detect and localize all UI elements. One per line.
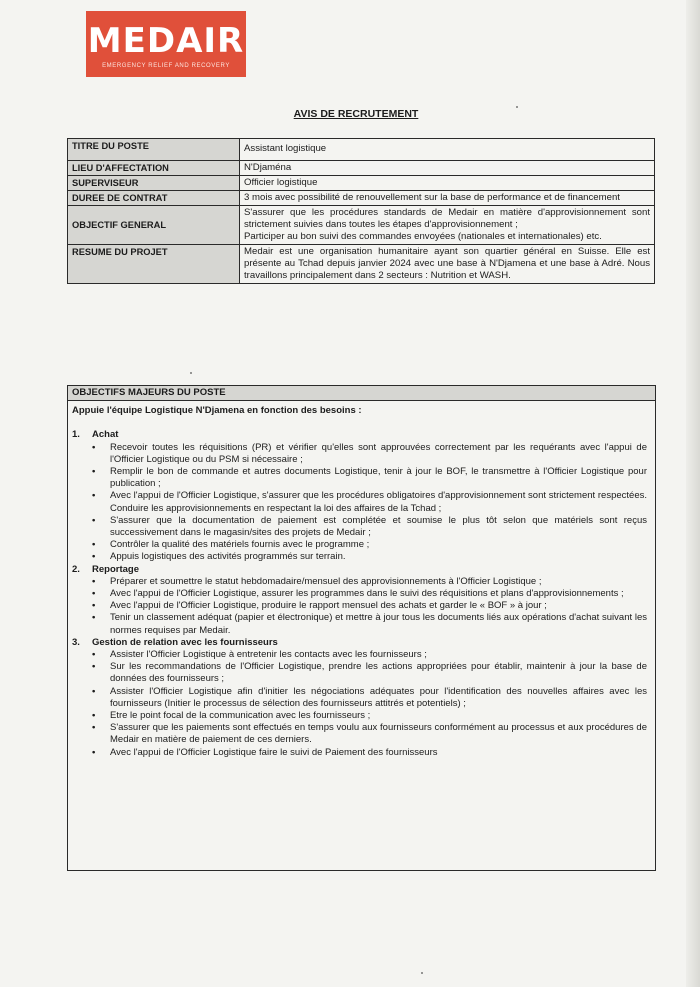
objectives-intro: Appuie l'équipe Logistique N'Djamena en fonction des besoins : [72,405,362,417]
list-item: • Sur les recommandations de l'Officier Logistique, prendre les actions appropriées pour établir, maintenir à jour la base de données des fournisseurs ; [110,661,647,685]
objectives-header: OBJECTIFS MAJEURS DU POSTE [68,386,655,401]
section-heading-reportage [68,564,655,576]
row-value: Assistant logistique [240,139,655,161]
medair-logo [86,11,246,77]
section-number: 1. [72,429,80,441]
section-title: Gestion de relation avec les fournisseurs [92,636,278,648]
list-item: • Assister l'Officier Logistique afin d'initier les négociations adéquates pour l'identification des nouvelles affaires avec les fournisseurs (Initier le processus de sélection des fournisseurs attitrés et potentiels) ; [110,686,647,710]
row-label: TITRE DU POSTE [68,139,240,161]
list-item: • Contrôler la qualité des matériels fournis avec le programme ; [110,539,647,551]
section-heading-fournisseurs [68,637,655,649]
section-title: Achat [92,429,119,441]
table-row [68,245,655,284]
list-item: • Avec l'appui de l'Officier Logistique faire le suivi de Paiement des fournisseurs [110,747,647,759]
list-item: • Avec l'appui de l'Officier Logistique, produire le rapport mensuel des achats et garder le « BOF » à jour ; [110,600,647,612]
objectives-box [67,385,656,871]
row-label: SUPERVISEUR [68,176,240,191]
row-value: Medair est une organisation humanitaire ayant son quartier général en Suisse. Elle est présente au Tchad depuis janvier 2024 avec une base à N'Djamena et une base à Adré. Nous travaillons principalement dans 2 secteurs : Nutrition et WASH. [240,245,655,284]
list-item: • S'assurer que la documentation de paiement est complétée et soumise le plus tôt selon que matériels sont reçus successivement dans le magasin/sites des projets de Medair ; [110,515,647,539]
row-value: N'Djaména [240,161,655,176]
scan-speck [190,372,192,374]
reportage-list [68,576,655,637]
fournisseurs-list [68,649,655,759]
row-value [240,206,655,245]
list-item: • Avec l'appui de l'Officier Logistique, s'assurer que les procédures obligatoires d'approvisionnement sont strictement respectées. Conduire les approvisionnements en respectant la loi des affaires de la Tchad ; [110,490,647,514]
table-row [68,176,655,191]
list-item: • Appuis logistiques des activités programmés sur terrain. [110,551,647,563]
scan-speck [421,972,423,974]
row-label: DUREE DE CONTRAT [68,191,240,206]
row-value: 3 mois avec possibilité de renouvellement sur la base de performance et de financement [240,191,655,206]
objective-line-2: Participer au bon suivi des commandes envoyées (nationales et internationales) etc. [244,231,602,242]
row-label: OBJECTIF GENERAL [68,206,240,245]
objective-line-1: S'assurer que les procédures standards de Medair en matière d'approvisionnement sont strictement suivies dans toutes les étapes d'approvisionnement ; [244,207,650,230]
document-title: AVIS DE RECRUTEMENT [293,108,419,120]
table-row [68,206,655,245]
list-item: • S'assurer que les paiements sont effectués en temps voulu aux fournisseurs conformément au processus et aux procédures de Medair en matière de paiement de ces derniers. [110,722,647,746]
section-number: 3. [72,636,80,648]
table-row [68,139,655,161]
section-number: 2. [72,563,80,575]
job-info-table [67,138,655,284]
list-item: • Avec l'appui de l'Officier Logistique, assurer les programmes dans le suivi des réquisitions et plans d'approvisionnements ; [110,588,647,600]
table-row [68,161,655,176]
table-row [68,191,655,206]
scan-page-edge [686,0,700,987]
row-label: LIEU D'AFFECTATION [68,161,240,176]
list-item: • Préparer et soumettre le statut hebdomadaire/mensuel des approvisionnements à l'Officier Logistique ; [110,576,647,588]
section-title: Reportage [92,563,139,575]
scan-speck [516,106,518,108]
row-value: Officier logistique [240,176,655,191]
list-item: • Recevoir toutes les réquisitions (PR) et vérifier qu'elles sont approuvées correctement par les requérants avec l'appui de l'Officier Logistique ou du PSM si nécessaire ; [110,442,647,466]
logo-wordmark: MEDAIR [87,21,245,61]
section-heading-achat [68,429,655,441]
list-item: • Assister l'Officier Logistique à entretenir les contacts avec les fournisseurs ; [110,649,647,661]
logo-tagline: EMERGENCY RELIEF AND RECOVERY [102,63,230,69]
achat-list [68,442,655,564]
list-item: • Etre le point focal de la communication avec les fournisseurs ; [110,710,647,722]
list-item: • Remplir le bon de commande et autres documents Logistique, tenir à jour le BOF, le transmettre à l'Officier Logistique pour publication ; [110,466,647,490]
row-label: RESUME DU PROJET [68,245,240,284]
list-item: • Tenir un classement adéquat (papier et électronique) et mettre à jour tous les documents liés aux opérations d'achat suivant les normes requises par Medair. [110,612,647,636]
